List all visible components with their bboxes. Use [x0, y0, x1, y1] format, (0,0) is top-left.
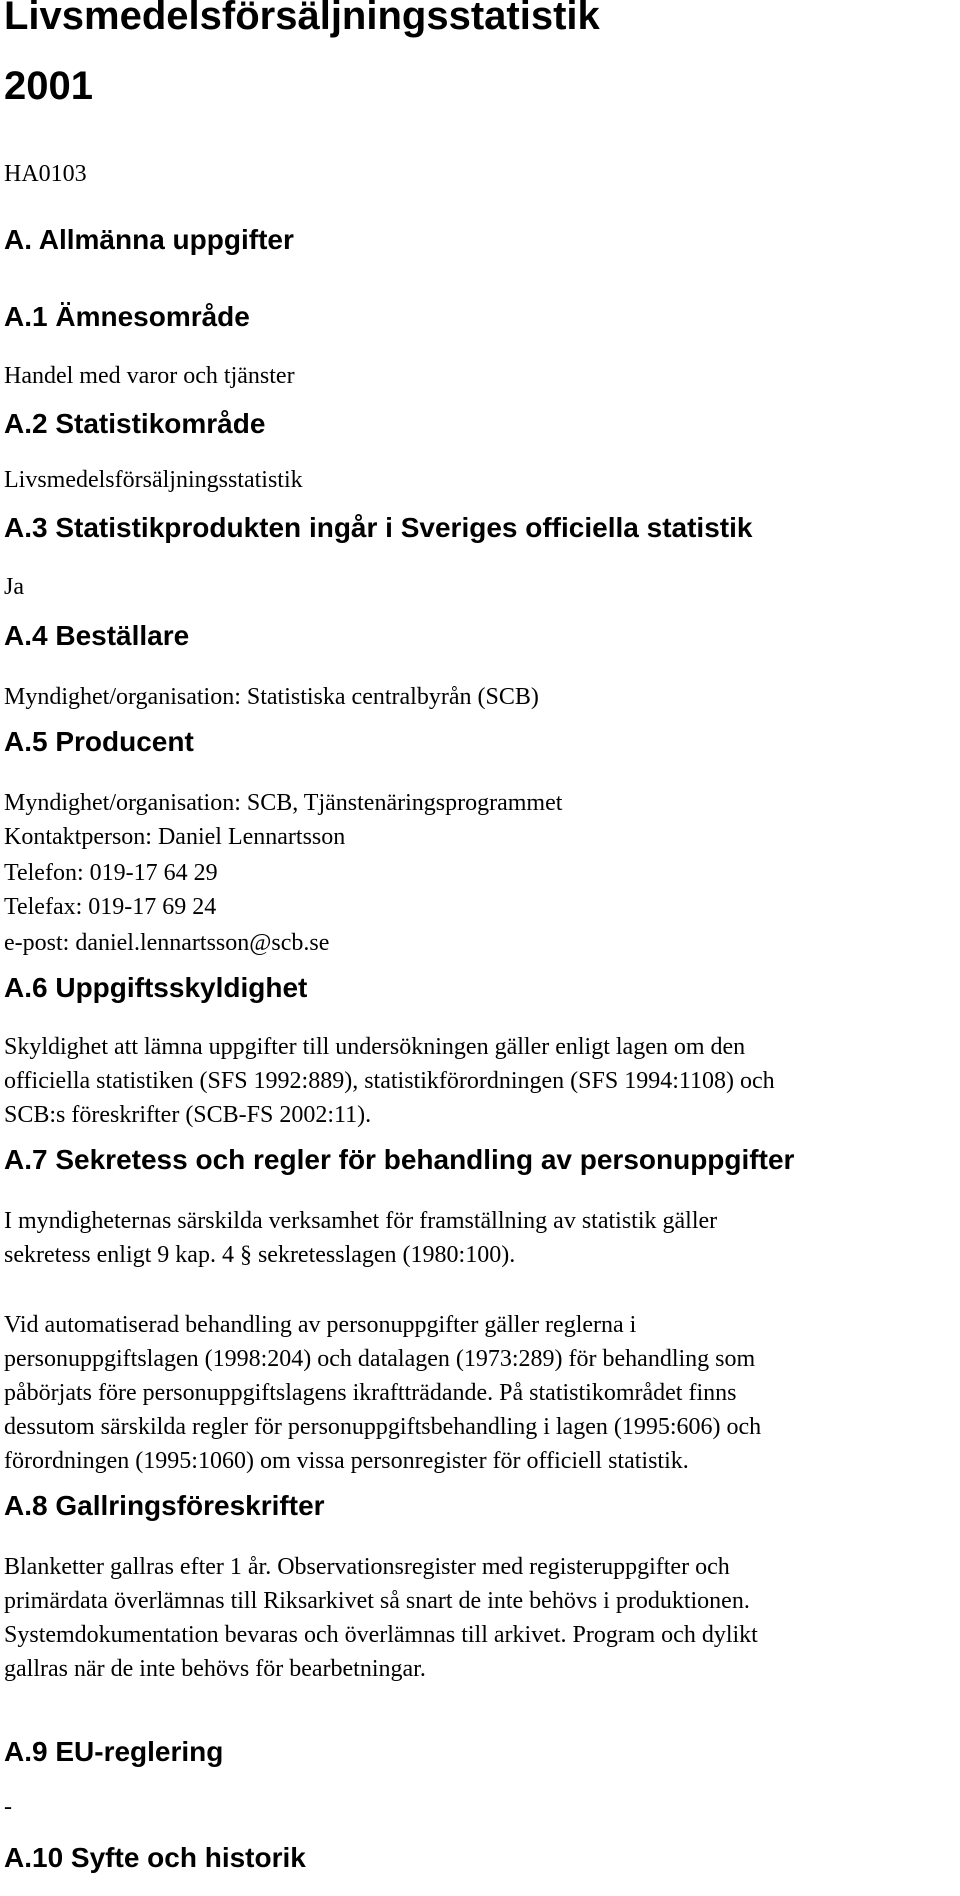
a9-heading: A.9 EU-reglering	[4, 1736, 224, 1767]
a10-heading: A.10 Syfte och historik	[4, 1842, 306, 1873]
a6-line: officiella statistiken (SFS 1992:889), statistikförordningen (SFS 1994:1108) och	[4, 1068, 775, 1094]
a7-para1-line: sekretess enligt 9 kap. 4 § sekretesslagen (1980:100).	[4, 1242, 516, 1268]
a3-heading: A.3 Statistikprodukten ingår i Sveriges officiella statistik	[4, 512, 753, 543]
a1-heading: A.1 Ämnesområde	[4, 301, 250, 332]
a2-heading: A.2 Statistikområde	[4, 408, 266, 439]
a9-text: -	[4, 1794, 12, 1820]
a1-text: Handel med varor och tjänster	[4, 363, 295, 389]
a8-heading: A.8 Gallringsföreskrifter	[4, 1490, 325, 1521]
a5-email: e-post: daniel.lennartsson@scb.se	[4, 930, 330, 956]
a6-heading: A.6 Uppgiftsskyldighet	[4, 972, 308, 1003]
a8-line: Blanketter gallras efter 1 år. Observationsregister med registeruppgifter och	[4, 1554, 730, 1580]
a5-heading: A.5 Producent	[4, 726, 194, 757]
document-title: Livsmedelsförsäljningsstatistik	[4, 0, 600, 38]
a4-text: Myndighet/organisation: Statistiska centralbyrån (SCB)	[4, 684, 539, 710]
a7-heading: A.7 Sekretess och regler för behandling av personuppgifter	[4, 1144, 795, 1175]
a6-line: SCB:s föreskrifter (SCB-FS 2002:11).	[4, 1102, 372, 1128]
a5-line: Telefon: 019-17 64 29	[4, 860, 218, 886]
a7-para1-line: I myndigheternas särskilda verksamhet för framställning av statistik gäller	[4, 1208, 718, 1234]
a5-line: Myndighet/organisation: SCB, Tjänstenäringsprogrammet	[4, 790, 563, 816]
a5-line: Telefax: 019-17 69 24	[4, 894, 217, 920]
a7-para2-line: Vid automatiserad behandling av personuppgifter gäller reglerna i	[4, 1312, 637, 1338]
a2-text: Livsmedelsförsäljningsstatistik	[4, 467, 303, 493]
a8-line: gallras när de inte behövs för bearbetningar.	[4, 1656, 426, 1682]
a8-line: Systemdokumentation bevaras och överlämnas till arkivet. Program och dylikt	[4, 1622, 758, 1648]
a6-line: Skyldighet att lämna uppgifter till undersökningen gäller enligt lagen om den	[4, 1034, 746, 1060]
a7-para2-line: påbörjats före personuppgiftslagens ikraftträdande. På statistikområdet finns	[4, 1380, 737, 1406]
product-code: HA0103	[4, 161, 87, 187]
a7-para2-line: personuppgiftslagen (1998:204) och datalagen (1973:289) för behandling som	[4, 1346, 756, 1372]
section-a-heading: A. Allmänna uppgifter	[4, 224, 294, 255]
a3-text: Ja	[4, 574, 24, 600]
a5-line: Kontaktperson: Daniel Lennartsson	[4, 824, 346, 850]
a7-para2-line: förordningen (1995:1060) om vissa personregister för officiell statistik.	[4, 1448, 689, 1474]
a7-para2-line: dessutom särskilda regler för personuppgiftsbehandling i lagen (1995:606) och	[4, 1414, 762, 1440]
document-year: 2001	[4, 64, 93, 108]
a8-line: primärdata överlämnas till Riksarkivet så snart de inte behövs i produktionen.	[4, 1588, 750, 1614]
a4-heading: A.4 Beställare	[4, 620, 190, 651]
